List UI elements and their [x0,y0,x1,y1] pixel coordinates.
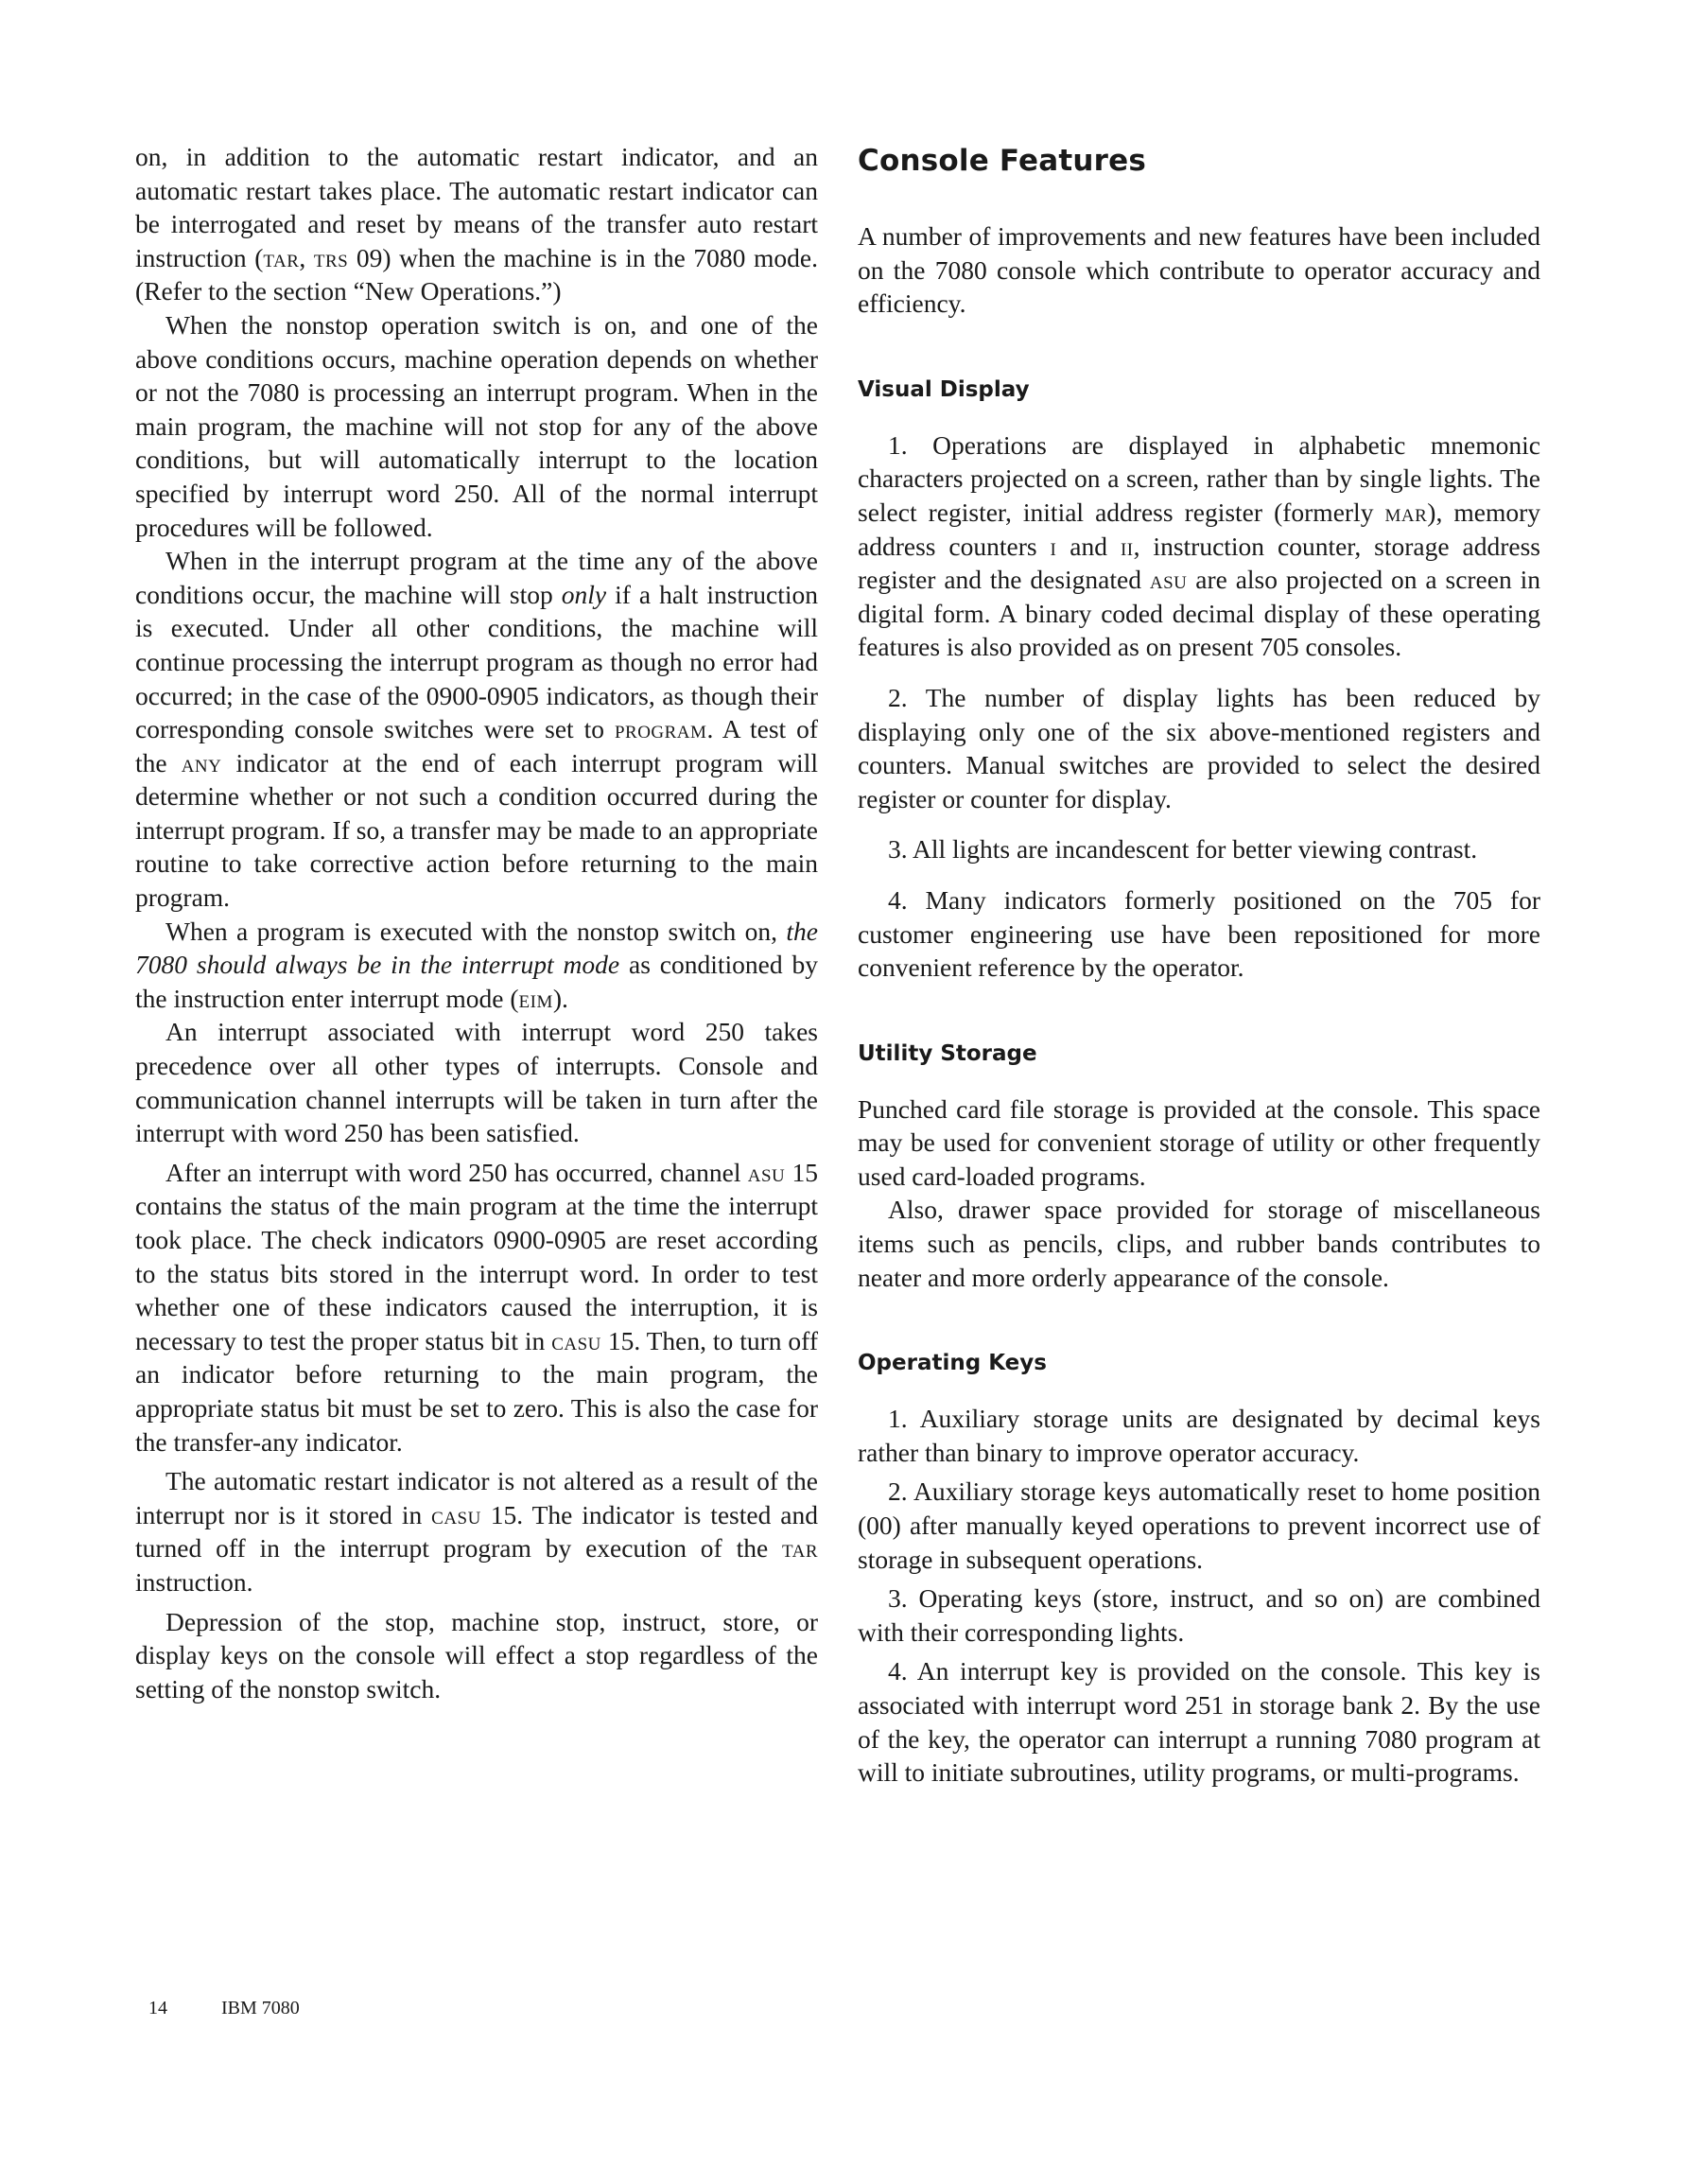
emphasis-text: the 7080 should always be in the interrupt mode [135,916,818,980]
body-paragraph: Also, drawer space provided for storage of miscellaneous items such as pencils, clips, and rubber bands contributes to neater and more orderly appearance of the console. [858,1195,1540,1292]
mnemonic-term: trs [313,242,349,272]
page-number: 14 [148,1998,167,2018]
section-title-console-features: Console Features [858,144,1147,178]
mnemonic-term: program [614,714,707,744]
body-paragraph: Punched card file storage is provided at the console. This space may be used for convenient storage of utility or other frequently used card-loaded programs. [858,1093,1540,1191]
list-item: 1. Auxiliary storage units are designated by decimal keys rather than binary to improve operator accuracy. [858,1404,1540,1467]
body-paragraph: on, in addition to the automatic restart indicator, and an automatic restart takes place. The automatic restart indicator can be interrogated and reset by means of the transfer auto restart instruction (tar, trs 09) when the machine is in the 7080 mode. (Refer to the section “New Operations.”) [135,142,818,306]
body-paragraph: An interrupt associated with interrupt word 250 takes precedence over all other types of interrupts. Console and communication channel interrupts will be taken in turn after the interrupt with word 250 has been satisfied. [135,1017,818,1148]
body-paragraph: When the nonstop operation switch is on, and one of the above conditions occurs, machine operation depends on whether or not the 7080 is processing an interrupt program. When in the main program, the machine will not stop for any of the above conditions, but will automatically interrupt to the location specified by interrupt word 250. All of the normal interrupt procedures will be followed. [135,309,818,542]
publication-title: IBM 7080 [221,1998,300,2018]
intro-paragraph: A number of improvements and new features have been included on the 7080 console which contribute to operator accuracy and efficiency. [858,221,1540,319]
list-item: 4. An interrupt key is provided on the console. This key is associated with interrupt word 251 in storage bank 2. By the use of the key, the operator can interrupt a running 7080 program at will to initiate subroutines, utility programs, or multi-programs. [858,1656,1540,1788]
mnemonic-term: asu [747,1157,786,1187]
emphasis-text: only [561,579,607,609]
list-item: 2. The number of display lights has been reduced by displaying only one of the six above-mentioned registers and counters. Manual switches are provided to select the desired register or counter for display. [858,682,1540,813]
subsection-heading-operating-keys: Operating Keys [858,1351,1047,1376]
body-paragraph: The automatic restart indicator is not altered as a result of the interrupt nor is it stored in casu 15. The indicator is tested and turned off in the interrupt program by execution of the tar instruction. [135,1466,818,1597]
body-paragraph: Depression of the stop, machine stop, instruct, store, or display keys on the console will effect a stop regardless of the setting of the nonstop switch. [135,1606,818,1704]
right-column [858,142,1540,1790]
mnemonic-term: asu [1149,565,1188,595]
body-paragraph: When in the interrupt program at the time any of the above conditions occur, the machine will stop only if a halt instruction is executed. Under all other conditions, the machine will continue processing the interrupt program as though no error had occurred; in the case of the 0900-0905 indicators, as though their corresponding console switches were set to program. A test of the any indicator at the end of each interrupt program will determine whether or not such a condition occurred during the interrupt program. If so, a transfer may be made to an appropriate routine to take corrective action before returning to the main program. [135,546,819,913]
list-item: 3. Operating keys (store, instruct, and so on) are combined with their corresponding lights. [858,1583,1540,1647]
body-paragraph: After an interrupt with word 250 has occurred, channel asu 15 contains the status of the main program at the time the interrupt took place. The check indicators 0900-0905 are reset according to the status bits stored in the interrupt word. In order to test whether one of these indicators caused the interruption, it is necessary to test the proper status bit in casu 15. Then, to turn off an indicator before returning to the main program, the appropriate status bit must be set to zero. This is also the case for the transfer-any indicator. [135,1157,818,1457]
list-item: 1. Operations are displayed in alphabetic mnemonic characters projected on a screen, rather than by single lights. The select register, initial address register (formerly mar), memory address counters i and ii, instruction counter, storage address register and the designated asu are also projected on a screen in digital form. A binary coded decimal display of these operating features is also provided as on present 705 consoles. [858,429,1540,662]
mnemonic-term: tar [263,242,300,272]
mnemonic-term: any [181,747,222,778]
list-item: 3. All lights are incandescent for better viewing contrast. [888,834,1478,865]
body-paragraph: When a program is executed with the nonstop switch on, the 7080 should always be in the interrupt mode as conditioned by the instruction enter interrupt mode (eim). [135,916,818,1013]
left-column [135,140,818,1705]
mnemonic-term: casu [551,1325,601,1355]
mnemonic-term: i [1050,531,1057,561]
subsection-heading-visual-display: Visual Display [858,376,1030,402]
page-footer [148,1998,300,2019]
list-item: 2. Auxiliary storage keys automatically reset to home position (00) after manually keyed operations to prevent incorrect use of storage in subsequent operations. [858,1476,1540,1574]
mnemonic-term: tar [782,1533,818,1564]
subsection-heading-utility-storage: Utility Storage [858,1040,1037,1066]
mnemonic-term: eim [518,983,553,1013]
list-item: 4. Many indicators formerly positioned on the 705 for customer engineering use have been repositioned for more convenient reference by the operator. [858,884,1540,983]
mnemonic-term: casu [431,1499,481,1529]
mnemonic-term: ii [1120,531,1134,561]
mnemonic-term: mar [1384,497,1428,527]
